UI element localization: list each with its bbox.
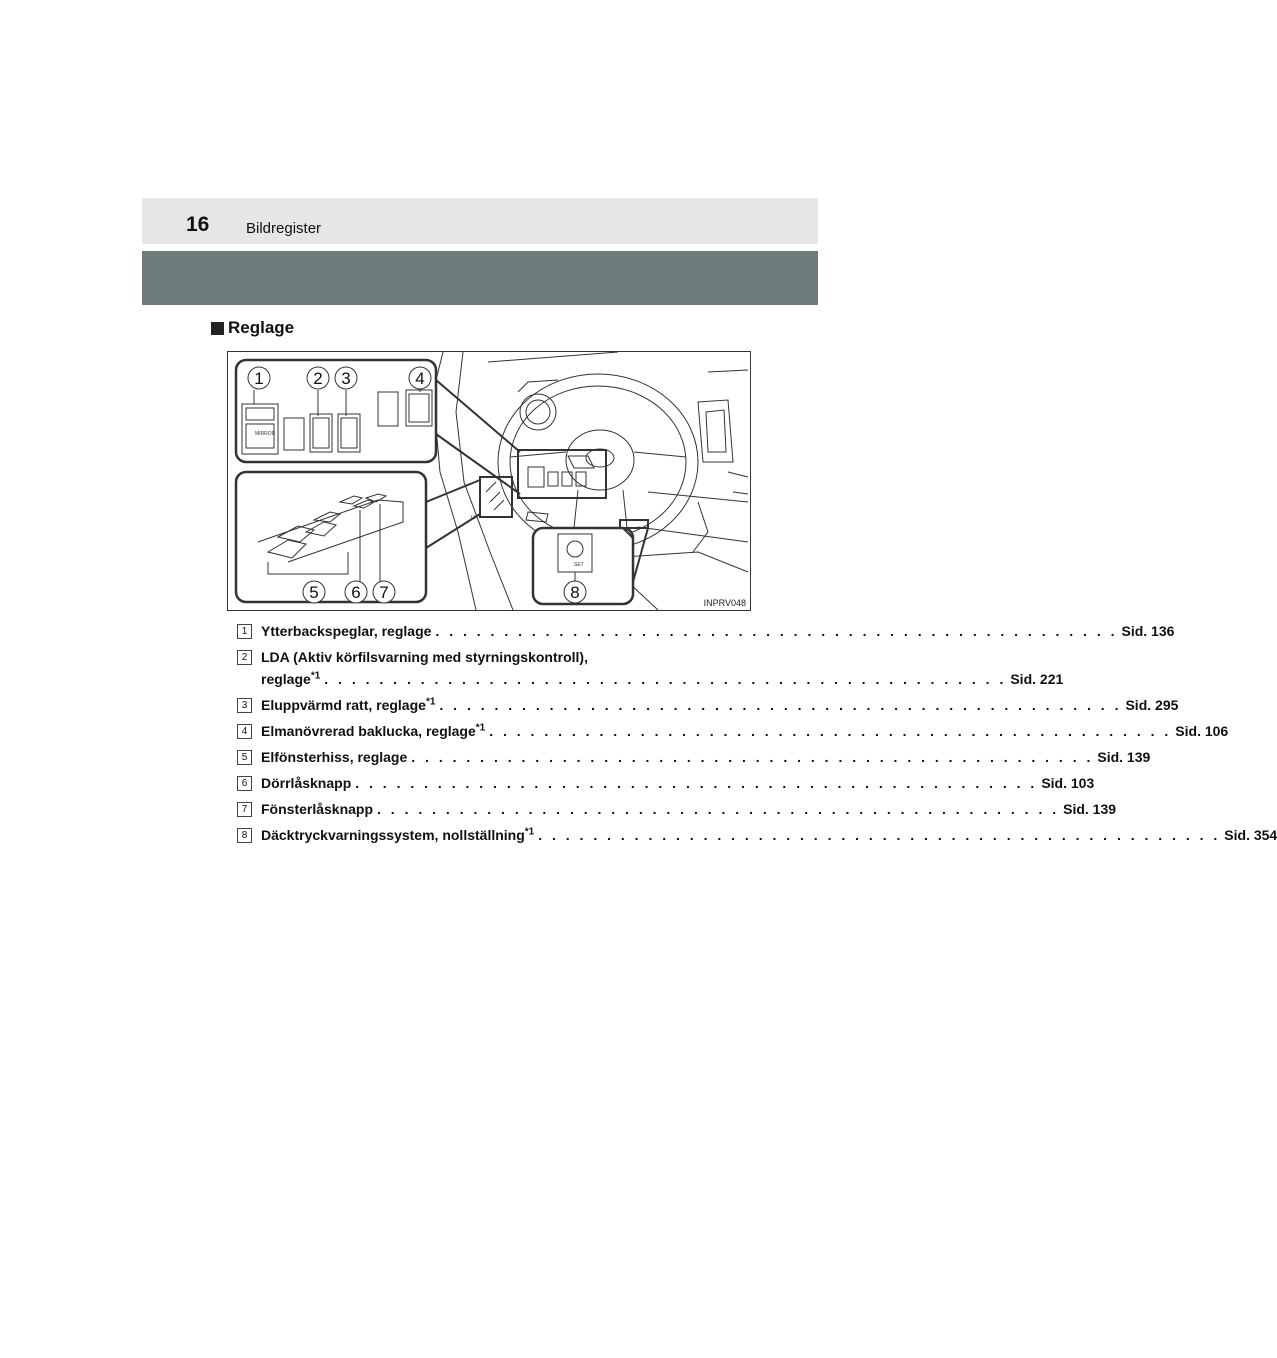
callout-3: 3 xyxy=(341,369,351,388)
item-number: 3 xyxy=(237,698,252,713)
item-label: Ytterbackspeglar, reglage xyxy=(261,623,432,639)
list-item xyxy=(237,824,1277,846)
square-bullet-icon xyxy=(211,322,224,335)
controls-illustration xyxy=(227,351,751,611)
item-page[interactable]: Sid. 295 xyxy=(1125,697,1179,713)
list-item xyxy=(237,646,1064,690)
mirror-label: MIRROR xyxy=(255,431,276,437)
section-bar xyxy=(142,251,818,305)
leader-dots: . . . . . . . . . . . . . . . . . . . . . . . . . . . . . . . . . . . . . . . . . . . . . . . . . . xyxy=(355,775,1038,791)
item-label: reglage xyxy=(261,671,311,687)
item-page[interactable]: Sid. 106 xyxy=(1175,723,1229,739)
item-page[interactable]: Sid. 221 xyxy=(1010,671,1064,687)
leader-dots: . . . . . . . . . . . . . . . . . . . . . . . . . . . . . . . . . . . . . . . . . . . . . . . . . . xyxy=(377,801,1060,817)
section-heading-text: Reglage xyxy=(228,318,295,337)
callout-7: 7 xyxy=(379,583,389,602)
item-number: 6 xyxy=(237,776,252,791)
dashboard-drawing xyxy=(228,352,750,610)
list-item xyxy=(237,772,1095,794)
item-number: 5 xyxy=(237,750,252,765)
callout-1: 1 xyxy=(254,369,264,388)
list-item xyxy=(237,694,1179,716)
callout-8: 8 xyxy=(570,583,580,602)
leader-dots: . . . . . . . . . . . . . . . . . . . . . . . . . . . . . . . . . . . . . . . . . . . . . . . . . . xyxy=(411,749,1094,765)
item-number: 2 xyxy=(237,650,252,665)
item-page[interactable]: Sid. 139 xyxy=(1097,749,1151,765)
list-item xyxy=(237,720,1229,742)
leader-dots: . . . . . . . . . . . . . . . . . . . . . . . . . . . . . . . . . . . . . . . . . . . . . . . . . . xyxy=(324,671,1007,687)
item-number: 8 xyxy=(237,828,252,843)
footnote-mark: *1 xyxy=(475,722,486,734)
set-label: SET xyxy=(574,562,584,568)
callout-6: 6 xyxy=(351,583,361,602)
leader-dots: . . . . . . . . . . . . . . . . . . . . . . . . . . . . . . . . . . . . . . . . . . . . . . . . . . xyxy=(435,623,1118,639)
item-label: Elfönsterhiss, reglage xyxy=(261,749,408,765)
item-label: Eluppvärmd ratt, reglage xyxy=(261,697,426,713)
item-label: Elmanövrerad baklucka, reglage xyxy=(261,723,476,739)
header-bar xyxy=(142,198,818,244)
item-label: Fönsterlåsknapp xyxy=(261,801,374,817)
callout-5: 5 xyxy=(309,583,319,602)
leader-dots: . . . . . . . . . . . . . . . . . . . . . . . . . . . . . . . . . . . . . . . . . . . . . . . . . . xyxy=(538,827,1221,843)
page-number: 16 xyxy=(186,213,210,236)
footnote-mark: *1 xyxy=(524,826,535,838)
item-label: Dörrlåsknapp xyxy=(261,775,352,791)
item-page[interactable]: Sid. 103 xyxy=(1041,775,1095,791)
item-number: 7 xyxy=(237,802,252,817)
list-item xyxy=(237,620,1175,642)
item-page[interactable]: Sid. 139 xyxy=(1063,801,1117,817)
item-number: 1 xyxy=(237,624,252,639)
item-page[interactable]: Sid. 354 xyxy=(1224,827,1277,843)
figure-code: INPRV048 xyxy=(703,598,746,608)
header-title: Bildregister xyxy=(246,220,322,237)
section-heading xyxy=(211,318,294,338)
callout-2: 2 xyxy=(313,369,323,388)
list-item xyxy=(237,746,1151,768)
callout-4: 4 xyxy=(415,369,425,388)
leader-dots: . . . . . . . . . . . . . . . . . . . . . . . . . . . . . . . . . . . . . . . . . . . . . . . . . . xyxy=(489,723,1172,739)
footnote-mark: *1 xyxy=(310,670,321,682)
item-page[interactable]: Sid. 136 xyxy=(1121,623,1175,639)
item-label: Däcktryckvarningssystem, nollställning xyxy=(261,827,525,843)
footnote-mark: *1 xyxy=(425,696,436,708)
item-number: 4 xyxy=(237,724,252,739)
list-item xyxy=(237,798,1117,820)
item-label-line1: LDA (Aktiv körfilsvarning med styrningskontroll), xyxy=(261,649,588,665)
leader-dots: . . . . . . . . . . . . . . . . . . . . . . . . . . . . . . . . . . . . . . . . . . . . . . . . . . xyxy=(439,697,1122,713)
controls-list xyxy=(237,620,1277,850)
svg-text:I I I: I I I xyxy=(471,515,478,521)
